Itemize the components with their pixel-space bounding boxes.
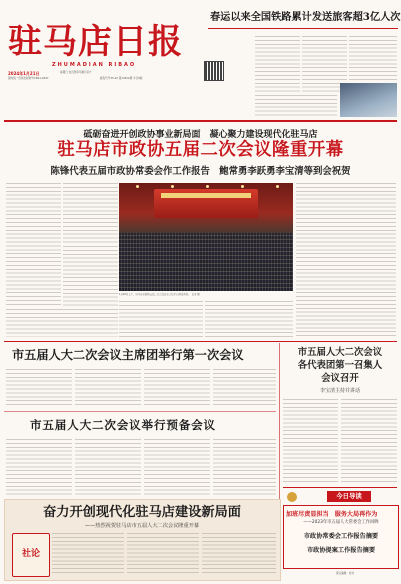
lead-photo-conference-hall: [119, 183, 293, 291]
qr-code-icon: [205, 62, 223, 80]
lead-kicker: 砥砺奋进开创政协事业新局面 凝心聚力建设现代化驻马店: [83, 130, 318, 140]
lead-text-col-right: [296, 183, 396, 337]
guide-emblem-icon: [287, 492, 297, 502]
top-headline[interactable]: 春运以来全国铁路累计发送旅客超3亿人次: [210, 11, 401, 23]
issue-info-1: 星期日 农历癸卯年腊月初十: [60, 71, 92, 74]
sidebar-headline-2: 各代表团第一召集人: [297, 360, 383, 371]
story3-headline[interactable]: 市五届人大二次会议举行预备会议: [30, 418, 216, 432]
editorial-stamp-label: 社论: [21, 549, 40, 559]
lead-subhead: 陈锋代表五届市政协常委会作工作报告 鲍常勇李跃勇李宝清等到会祝贺: [50, 166, 351, 177]
guide-item-1-sub: ——2023年市五届人大常委会工作回眸: [303, 520, 379, 525]
newspaper-logo: 驻马店日报: [8, 22, 183, 62]
lead-text-col-2: [63, 183, 118, 243]
editorial-subhead: ——热烈祝贺驻马店市五届人大二次会议隆重开幕: [84, 523, 200, 529]
page-footer: 责任编辑 校对: [335, 572, 355, 575]
guide-item-3[interactable]: 市政协提案工作报告摘要: [306, 547, 376, 554]
lead-text-col-1: [6, 183, 61, 306]
issue-info-3: 邮发代号35-20 第13622期 今日8版: [100, 77, 143, 80]
top-story-photo: [340, 83, 397, 117]
editorial-stamp: [12, 533, 50, 577]
guide-title: 今日导读: [327, 491, 371, 502]
top-story-text-1: [255, 36, 300, 92]
issue-date: 2024年1月21日: [8, 71, 40, 76]
story2-headline[interactable]: 市五届人大二次会议主席团举行第一次会议: [12, 348, 244, 362]
issue-info-2: 国内统一连续出版物号CN41-0047: [8, 77, 49, 80]
sidebar-headline-1[interactable]: 市五届人大二次会议: [297, 347, 383, 358]
sidebar-headline-3: 会议召开: [321, 373, 359, 384]
sidebar-byline: 李宝清主持并讲话: [319, 388, 360, 394]
editorial-headline[interactable]: 奋力开创现代化驻马店建设新局面: [43, 505, 241, 520]
guide-item-1[interactable]: 加班尽责显担当 服务大局再作为: [286, 511, 378, 518]
guide-item-2[interactable]: 市政协常委会工作报告摘要: [303, 533, 379, 540]
lead-photo-caption: 1月20日上午，驻马店市政协五届二次会议在市会议中心隆重开幕。 记者 摄: [119, 293, 200, 296]
newspaper-logo-pinyin: ZHUMADIAN RIBAO: [52, 62, 137, 68]
lead-headline[interactable]: 驻马店市政协五届二次会议隆重开幕: [57, 140, 344, 160]
